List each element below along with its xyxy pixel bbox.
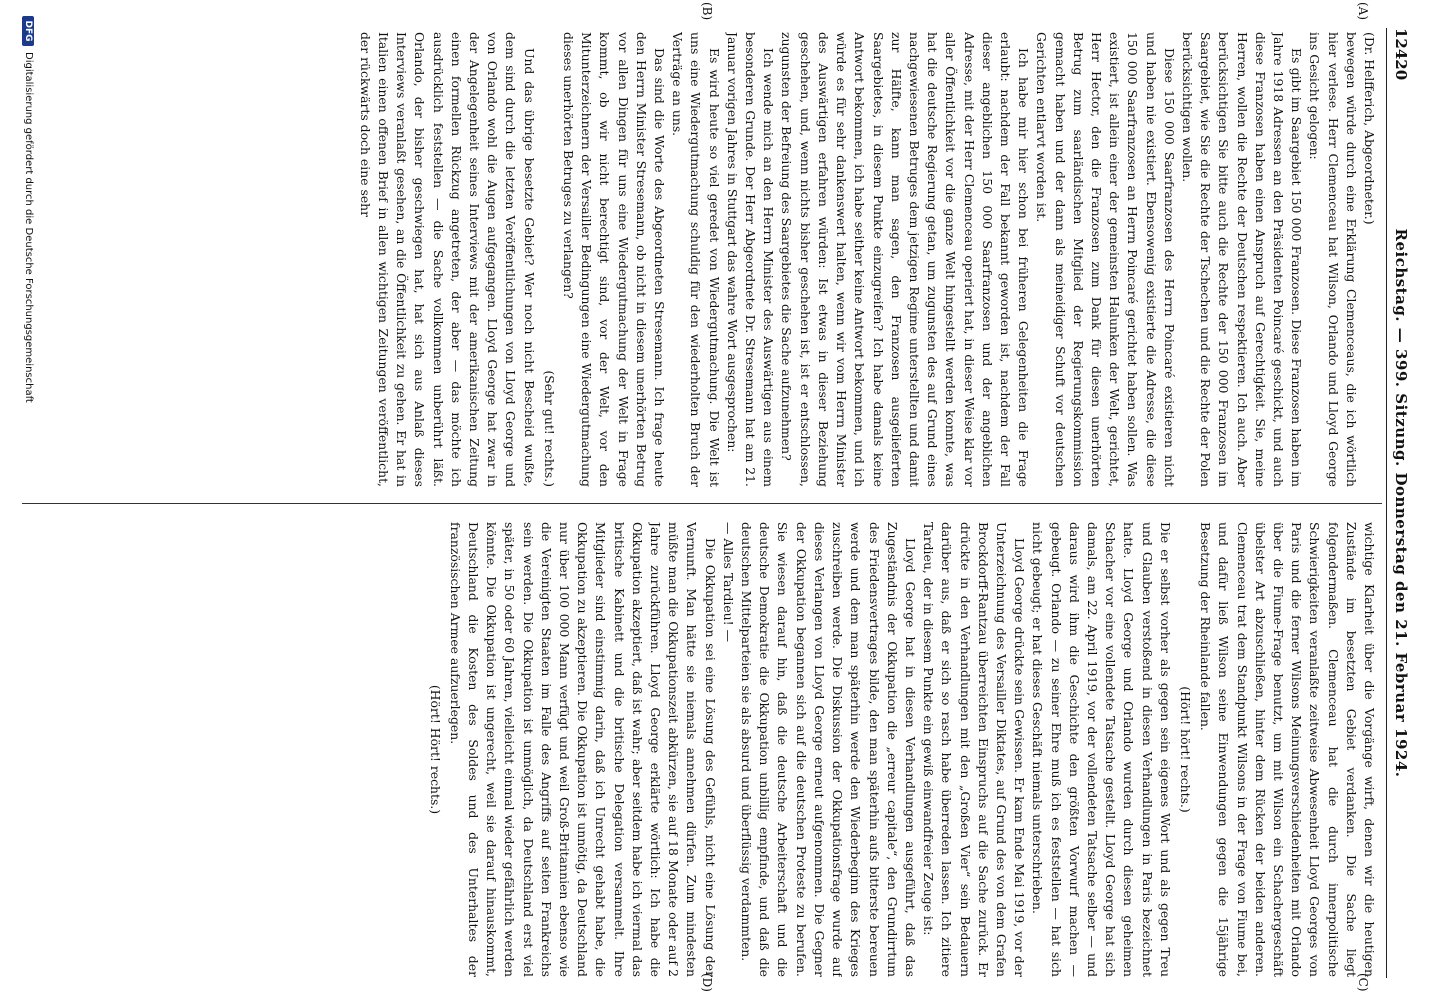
paragraph: bewegen würde durch eine Erklärung Clemenceaus, die ich wörtlich hier verlese. Herr Clemenceau hat Wilson, Orlando und Lloyd George ins Gesicht gelogen:: [1307, 32, 1359, 487]
paragraph: Diese 150 000 Saarfranzosen des Herrn Poincaré existieren nicht und haben nie existiert. Ebensowenig existierte die Adresse, die diese 150 000 Saarfranzosen an Herrn Poincaré gerichtet haben sollen. Was existiert, ist allein einer der gemeinsten Halunken der Welt, gerichtet, Herr Hector, den die Franzosen zum Dank für diesen unerhörten Betrug zum saarländischen Mitglied der Regierungskommission gemacht haben und der dann als meineidiger Schuft vor deutschen Gerichten entlarvt worden ist.: [1034, 32, 1177, 487]
interjection: (Hört! hört! rechts.): [1177, 686, 1193, 813]
running-title: Reichstag. — 399. Sitzung. Donnerstag den 21. Februar 1924.: [1392, 228, 1410, 778]
margin-mark-d: (D): [700, 973, 714, 992]
margin-mark-b: (B): [700, 2, 714, 21]
paragraph: Lloyd George hat in diesen Verhandlungen ausgeführt, daß das Zugeständnis der Okkupation die „erreur capitale“, den Grundirrtum des Friedensvertrages bilde, den man späterhin aufs bitterste bereuen werde und dem man späterhin werde den Wiederbeginn des Krieges zuschreiben werde. Die Diskussion der Okkupationsfrage wurde auf dieses Verlangen von Lloyd George erneut aufgenommen. Die Gegner der Okkupation begannen sich auf die deutschen Proteste zu berufen. Sie wiesen darauf hin, daß die deutsche Arbeiterschaft und die deutsche Demokratie die Okkupation unbillig empfinde, und daß die deutschen Mittelparteien sie als absurd und überflüssig verdammten.: [739, 522, 918, 977]
quote: Es wird heute so viel geredet von Wiedergutmachung. Die Welt ist uns eine Wiedergutmachung schuldig für den wiederholten Bruch der Verträge an uns.: [670, 32, 722, 487]
paragraph: Die Okkupation sei eine Lösung des Gefühls, nicht eine Lösung der Vernunft. Man hätte sie niemals annehmen dürfen. Zum mindesten müßte man die Okkupationszeit abkürzen, sie auf 18 Monate oder auf 2 Jahre zurückführen. Lloyd George erklärte wörtlich: Ich habe die Okkupation akzeptiert, daß ist wahr; aber seitdem habe ich viermal das britische Kabinett und die britische Delegation versammelt. Ihre Mitglieder sind einstimmig darin, daß ich Unrecht gehabt habe, die Okkupation zu akzeptieren. Die Okkupation ist unnötig, da Deutschland nur über 100 000 Mann verfügt und weil Groß-Britannien ebenso wie die Vereinigten Staaten im Falle des Angriffs auf seiten Frankreichs sein werden. Die Okkupation ist unmöglich, da Deutschland erst viel später, in 50 oder 60 Jahren, vielleicht einmal wieder gefährlich werden könnte. Die Okkupation ist ungerecht, weil sie darauf hinauskommt, Deutschland die Kosten des Soldes und des Unterhaltes der französischen Armee aufzuerlegen.: [447, 522, 718, 977]
paragraph: Und das übrige besetzte Gebiet? Wer noch nicht Bescheid wußte, dem sind durch die letzten Veröffentlichungen von Lloyd George und von Orlando wohl die Augen aufgegangen. Lloyd George hat zwar in der Angelegenheit seines Interviews mit der amerikanischen Zeitung einen formellen Rückzug angetreten, der aber — das möchte ich ausdrücklich feststellen — die Sache vollkommen unberührt läßt. Orlando, der bisher geschwiegen hat, hat sich aus Anlaß dieses Interviews veranlaßt gesehen, an die Öffentlichkeit zu gehen. Er hat in Italien einen offenen Brief in allen wichtigen Zeitungen veröffentlicht, der rückwärts doch eine sehr: [357, 32, 537, 487]
paragraph: Es gibt im Saargebiet 150 000 Franzosen. Diese Franzosen haben im Jahre 1918 Adressen an den Präsidenten Poincaré geschickt, und auch diese Franzosen haben einen Anspruch auf Gerechtigkeit. Sie, meine Herren, wollen die Rechte der Deutschen respektieren. Ich auch. Aber berücksichtigen Sie bitte auch die Rechte der 150 000 Franzosen im Saargebiet, wie Sie die Rechte der Tschechen und die Rechte der Polen berücksichtigen wollen.: [1179, 32, 1305, 487]
paragraph: wichtige Klarheit über die Vorgänge wirft, denen wir die heutigen Zustände im besetzten Gebiet verdanken. Die Sache liegt folgendermaßen. Clemenceau hat die durch innerpolitische Schwierigkeiten veranlaßte zeitweise Abwesenheit Lloyd Georges von Paris und die ferner Wilsons Meinungsverschiedenheiten mit Orlando über die Fiume-Frage benutzt, um mit Wilson ein Schachergeschäft übelster Art abzuschließen, hinter dem Rücken der beiden anderen. Clemenceau trat dem Standpunkt Wilsons in der Frage von Fiume bei, und dafür ließ Wilson seine Einwendungen gegen die 15jährige Besetzung der Rheinlande fallen.: [1198, 522, 1377, 977]
right-column: [18, 522, 1378, 977]
column-divider: [22, 503, 1382, 504]
paragraph: Ich wende mich an den Herrn Minister des Auswärtigen aus einem besonderen Grunde. Der Herr Abgeordnete Dr. Stresemann hat am 21. Januar vorigen Jahres in Stuttgart das wahre Wort ausgesprochen:: [724, 32, 777, 487]
interjection: (Hört! Hört! rechts.): [427, 684, 443, 815]
page-number: 12420: [1392, 28, 1410, 81]
interjection: — Alles Tardieu! —: [720, 522, 736, 642]
dfg-logo: DFG: [22, 16, 34, 46]
paragraph: Ich habe mir hier schon bei früheren Gelegenheiten die Frage erlaubt: nachdem der Fall bekannt geworden ist, nachdem der Fall dieser angeblichen 150 000 Saarfranzosen und der angeblichen Adresse, mit der Herr Clemenceau operiert hat, in dieser Weise klar vor aller Öffentlichkeit vor die ganze Welt hingestellt werden konnte, was hat die deutsche Regierung getan, um zugunsten des auf Grund eines nachgewiesenen Betruges dem jetzigen Regime unterstellten und damit zur Hälfte, kann man sagen, den Franzosen ausgelieferten Saargebietes, in diesem Punkte einzugreifen? Ich habe damals keine Antwort bekommen, ich habe seither keine Antwort bekommen, und ich würde es für sehr dankenswert halten, wenn wir vom Herrn Minister des Auswärtigen erfahren würden: Ist etwas in dieser Beziehung geschehen, und, wenn nichts bisher geschehen ist, ist er entschlossen, zugunsten der Befreiung des Saargebietes die Sache aufzunehmen?: [779, 32, 1032, 487]
header-rule: [1386, 28, 1387, 978]
paragraph: Das sind die Worte des Abgeordneten Stresemann. Ich frage heute den Herrn Minister Stresemann, ob nicht in diesem unerhörten Betrug vor allen Dingen für uns eine Wiedergutmachung der Welt in Frage kommt, ob wir nicht berechtigt sind, vor der Welt, vor den Mitunterzeichnern der Versailler Bedingungen eine Wiedergutmachung dieses unerhörten Betruges zu verlangen?: [561, 32, 668, 487]
left-column: [18, 32, 1378, 487]
paragraph: Die er selbst vorher als gegen sein eigenes Wort und als gegen Treu und Glauben verstoßend in diesen Verhandlungen in Paris bezeichnet hatte. Lloyd George und Orlando wurden durch diesen geheimen Schacher vor eine vollendete Tatsache gestellt. Lloyd George hat sich damals, am 22. April 1919, vor der vollendeten Tatsache selber — und daraus wird ihm die Geschichte den größten Vorwurf machen — gebeugt. Orlando — zu seiner Ehre muß ich es feststellen — hat sich nicht gebeugt; er hat dieses Geschäft niemals unterschrieben.: [1030, 522, 1173, 977]
margin-mark-a: (A): [1356, 2, 1370, 21]
paragraph: Lloyd George drückte sein Gewissen. Er kam Ende Mai 1919, vor der Unterzeichnung des Versailler Diktates, auf Grund des von dem Grafen Brockdorff-Rantzau überreichten Einspruchs auf die Sache zurück. Er drückte in den Verhandlungen mit den „Großen Vier“ sein Bedauern darüber aus, daß er sich so rasch habe überreden lassen. Ich zitiere Tardieu, der in diesem Punkte ein gewiß einwandfreier Zeuge ist:: [921, 522, 1028, 977]
interjection: (Sehr gut! rechts.): [541, 370, 557, 487]
speaker-line: (Dr. Helfferich, Abgeordneter.): [1362, 32, 1377, 225]
margin-mark-c: (C): [1356, 973, 1370, 992]
digitization-credit: Digitalisierung gefördert durch die Deutsche Forschungsgemeinschaft: [23, 52, 34, 403]
page-header: [1386, 28, 1412, 978]
